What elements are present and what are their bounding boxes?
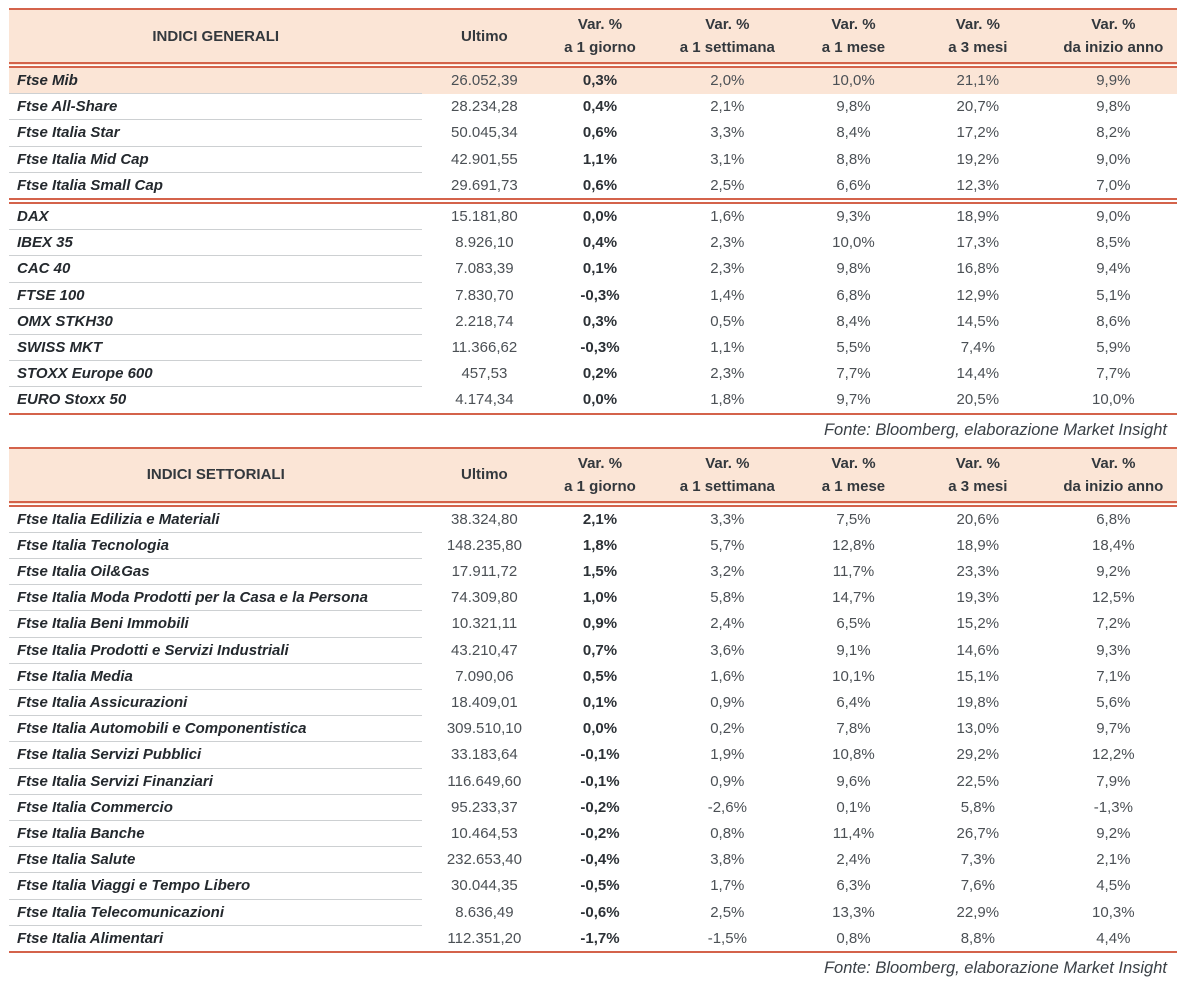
ultimo-value: 309.510,10 — [446, 720, 522, 738]
table-row — [9, 873, 1177, 899]
var-3-mesi-value: 19,3% — [956, 589, 1000, 607]
var-pct-label: Var. % — [705, 16, 750, 33]
var-1-settimana-value: 2,3% — [710, 365, 745, 383]
var-1-settimana-value: 2,5% — [710, 176, 745, 194]
table-row — [9, 94, 1177, 120]
var-1-mese-value: 0,1% — [836, 798, 871, 816]
var-1-settimana-value: 2,1% — [710, 98, 745, 116]
var-1-mese-value: 7,7% — [836, 365, 871, 383]
var-1-settimana-value: 3,2% — [710, 563, 745, 581]
table-row — [9, 256, 1177, 282]
col-header-var-1-settimana — [654, 9, 801, 65]
col-header-var-3-mesi — [906, 9, 1050, 65]
var-3-mesi-value: 14,6% — [956, 641, 1000, 659]
index-name: Ftse Italia Moda Prodotti per la Casa e la Persona — [9, 585, 422, 611]
general-indices-table — [9, 8, 1177, 415]
var-inizio-anno-value: 8,5% — [1096, 234, 1131, 252]
var-1-settimana-value: 3,6% — [710, 641, 745, 659]
col-header-var-1-giorno — [546, 9, 653, 65]
italian-indices-group — [9, 65, 1177, 201]
ultimo-value: 10.464,53 — [451, 825, 518, 843]
index-name: Ftse Italia Commercio — [9, 794, 422, 820]
index-name: Ftse Italia Star — [9, 120, 422, 146]
var-1-giorno-value: 0,4% — [582, 234, 618, 252]
table-row — [9, 821, 1177, 847]
var-1-mese-value: 11,7% — [832, 563, 875, 581]
var-inizio-anno-value: 5,9% — [1096, 339, 1131, 357]
ultimo-value: 33.183,64 — [451, 746, 518, 764]
index-name: OMX STKH30 — [9, 308, 422, 334]
var-1-giorno-value: -0,4% — [580, 851, 620, 869]
index-name: Ftse Italia Alimentari — [17, 929, 164, 947]
var-1-giorno-value: 0,4% — [582, 98, 618, 116]
var-1-giorno-value: -0,5% — [580, 877, 620, 895]
ultimo-value: 116.649,60 — [447, 772, 522, 790]
period-label: da inizio anno — [1063, 477, 1164, 495]
var-1-settimana-value: 3,8% — [710, 851, 745, 869]
var-inizio-anno-value: 4,4% — [1096, 929, 1131, 947]
var-inizio-anno-value: 4,5% — [1096, 877, 1131, 895]
var-inizio-anno-value: 9,7% — [1096, 720, 1131, 738]
var-1-settimana-value: 1,6% — [710, 667, 745, 685]
var-1-settimana-value: 0,9% — [710, 694, 745, 712]
table-row — [9, 387, 1177, 414]
var-1-giorno-value: 0,3% — [582, 312, 618, 330]
var-1-mese-value: 9,6% — [836, 772, 871, 790]
col-header-var-1-mese — [801, 9, 906, 65]
general-indices-section — [9, 8, 1177, 447]
index-name: Ftse Italia Servizi Pubblici — [9, 742, 422, 768]
ultimo-value: 38.324,80 — [451, 510, 518, 528]
ultimo-value: 10.321,11 — [451, 615, 518, 633]
var-1-settimana-value: 0,2% — [710, 720, 745, 738]
var-3-mesi-value: 29,2% — [956, 746, 1000, 764]
ultimo-value: 17.911,72 — [451, 563, 518, 581]
header-row — [9, 9, 1177, 65]
table-row — [9, 899, 1177, 925]
var-3-mesi-value: 12,3% — [956, 176, 1000, 194]
var-1-settimana-value: 1,4% — [710, 286, 745, 304]
period-label: da inizio anno — [1063, 39, 1164, 56]
index-name: Ftse Italia Automobili e Componentistica — [9, 716, 422, 742]
ultimo-value: 50.045,34 — [451, 124, 518, 142]
var-pct-label: Var. % — [705, 454, 750, 472]
table-row — [9, 335, 1177, 361]
period-label: a 1 settimana — [679, 477, 775, 495]
var-1-giorno-value: -0,3% — [580, 286, 620, 304]
var-inizio-anno-value: 9,0% — [1096, 208, 1131, 226]
var-1-mese-value: 9,8% — [836, 260, 871, 278]
var-3-mesi-value: 7,3% — [960, 851, 995, 869]
var-3-mesi-value: 13,0% — [956, 720, 1000, 738]
var-1-mese-value: 5,5% — [836, 339, 871, 357]
var-1-settimana-value: 5,8% — [710, 589, 745, 607]
var-pct-label: Var. % — [1091, 454, 1136, 472]
var-inizio-anno-value: 8,6% — [1096, 312, 1131, 330]
index-name: Ftse Mib — [9, 65, 422, 94]
col-header-ultimo: Ultimo — [461, 27, 508, 45]
col-header-var-inizio-anno — [1050, 9, 1177, 65]
ultimo-value: 74.309,80 — [451, 589, 518, 607]
index-name: STOXX Europe 600 — [9, 361, 422, 387]
var-inizio-anno-value: 12,2% — [1092, 746, 1135, 764]
var-1-settimana-value: 1,9% — [710, 746, 745, 764]
index-name: Ftse Italia Edilizia e Materiali — [9, 504, 422, 533]
var-1-giorno-value: -0,1% — [580, 746, 620, 764]
var-1-giorno-value: 0,3% — [546, 65, 653, 94]
ultimo-value: 28.234,28 — [451, 98, 518, 116]
ultimo-value: 11.366,62 — [451, 339, 518, 357]
index-name: Ftse Italia Salute — [9, 847, 422, 873]
table-row — [9, 201, 1177, 230]
table-row — [9, 690, 1177, 716]
var-pct-label: Var. % — [955, 16, 1000, 33]
var-1-mese-value: 8,8% — [836, 150, 871, 168]
source-note: Fonte: Bloomberg, elaborazione Market Insight — [823, 420, 1167, 439]
table-row — [9, 637, 1177, 663]
index-name: Ftse All-Share — [9, 94, 422, 120]
var-1-settimana-value: 0,8% — [710, 825, 745, 843]
var-pct-label: Var. % — [831, 16, 876, 33]
european-indices-group — [9, 201, 1177, 414]
var-1-mese-value: 10,0% — [832, 234, 875, 252]
var-3-mesi-value: 12,9% — [956, 286, 1000, 304]
var-1-mese-value: 6,4% — [836, 694, 871, 712]
table-row — [9, 663, 1177, 689]
var-3-mesi-value: 8,8% — [960, 929, 995, 947]
var-1-mese-value: 9,7% — [836, 391, 871, 409]
index-name: Ftse Italia Viaggi e Tempo Libero — [9, 873, 422, 899]
var-inizio-anno-value: 10,3% — [1092, 903, 1135, 921]
var-1-settimana-value: 3,3% — [710, 124, 745, 142]
var-1-settimana-value: 3,1% — [710, 150, 745, 168]
period-label: a 1 giorno — [564, 477, 636, 495]
var-3-mesi-value: 19,2% — [956, 150, 1000, 168]
var-inizio-anno-value: 9,9% — [1050, 65, 1177, 94]
table-row — [9, 585, 1177, 611]
table-row — [9, 742, 1177, 768]
col-header-ultimo: Ultimo — [461, 466, 508, 484]
var-inizio-anno-value: 9,2% — [1096, 825, 1131, 843]
var-3-mesi-value: 14,5% — [956, 312, 1000, 330]
col-header-var-3-mesi — [906, 448, 1050, 504]
var-1-giorno-value: 0,5% — [582, 667, 618, 685]
var-1-mese-value: 6,6% — [836, 176, 871, 194]
var-1-giorno-value: 1,1% — [582, 150, 618, 168]
var-1-giorno-value: -1,7% — [580, 929, 620, 947]
ultimo-value: 42.901,55 — [451, 150, 518, 168]
table-row — [9, 120, 1177, 146]
var-3-mesi-value: 18,9% — [956, 536, 1000, 554]
var-1-settimana-value: 2,3% — [710, 260, 745, 278]
var-1-settimana-value: 3,3% — [710, 510, 745, 528]
var-3-mesi-value: 5,8% — [960, 798, 995, 816]
var-1-settimana-value: 0,5% — [710, 312, 745, 330]
var-1-mese-value: 0,8% — [836, 929, 871, 947]
var-1-settimana-value: -2,6% — [707, 798, 747, 816]
ultimo-value: 7.090,06 — [455, 667, 514, 685]
sector-indices-section — [9, 447, 1177, 985]
var-1-mese-value: 8,4% — [836, 312, 871, 330]
ultimo-value: 95.233,37 — [451, 798, 518, 816]
ultimo-value: 2.218,74 — [455, 312, 514, 330]
var-inizio-anno-value: 12,5% — [1092, 589, 1135, 607]
var-inizio-anno-value: 6,8% — [1096, 510, 1131, 528]
var-inizio-anno-value: 9,0% — [1096, 150, 1131, 168]
var-1-giorno-value: -0,3% — [580, 339, 620, 357]
col-header-var-inizio-anno — [1050, 448, 1177, 504]
var-1-settimana-value: 1,1% — [710, 339, 745, 357]
period-label: a 1 mese — [821, 39, 886, 56]
index-name: Ftse Italia Prodotti e Servizi Industriali — [9, 637, 422, 663]
index-name: Ftse Italia Small Cap — [17, 176, 163, 194]
ultimo-value: 7.830,70 — [455, 286, 514, 304]
col-header-var-1-giorno — [546, 448, 653, 504]
var-inizio-anno-value: 8,2% — [1096, 124, 1131, 142]
index-name: IBEX 35 — [9, 230, 422, 256]
var-3-mesi-value: 17,3% — [956, 234, 1000, 252]
var-1-mese-value: 10,8% — [832, 746, 875, 764]
ultimo-value: 457,53 — [461, 365, 508, 383]
var-1-mese-value: 7,5% — [836, 510, 871, 528]
ultimo-value: 4.174,34 — [455, 391, 514, 409]
var-1-settimana-value: 5,7% — [710, 536, 745, 554]
period-label: a 1 mese — [821, 477, 886, 495]
index-name: Ftse Italia Mid Cap — [9, 146, 422, 172]
var-inizio-anno-value: 9,8% — [1096, 98, 1131, 116]
var-1-settimana-value: 1,6% — [710, 208, 745, 226]
table-row — [9, 925, 1177, 952]
var-1-mese-value: 11,4% — [832, 825, 875, 843]
index-name: CAC 40 — [9, 256, 422, 282]
var-3-mesi-value: 19,8% — [956, 694, 1000, 712]
table-row — [9, 230, 1177, 256]
header-row — [9, 448, 1177, 504]
index-name: Ftse Italia Banche — [9, 821, 422, 847]
table-row — [9, 282, 1177, 308]
table-row — [9, 794, 1177, 820]
var-1-mese-value: 10,0% — [801, 65, 906, 94]
var-1-giorno-value: -0,6% — [580, 903, 620, 921]
var-1-giorno-value: 0,0% — [582, 208, 618, 226]
var-3-mesi-value: 7,4% — [960, 339, 995, 357]
var-inizio-anno-value: 10,0% — [1092, 391, 1135, 409]
index-name: Ftse Italia Media — [9, 663, 422, 689]
var-1-mese-value: 6,8% — [836, 286, 871, 304]
var-1-giorno-value: 1,5% — [582, 563, 618, 581]
var-pct-label: Var. % — [831, 454, 876, 472]
var-1-giorno-value: 0,6% — [582, 176, 618, 194]
table-row — [9, 716, 1177, 742]
var-3-mesi-value: 20,6% — [956, 510, 1000, 528]
ultimo-value: 43.210,47 — [451, 641, 518, 659]
ultimo-value: 7.083,39 — [455, 260, 514, 278]
var-1-giorno-value: 0,2% — [582, 365, 618, 383]
table-row — [9, 847, 1177, 873]
var-1-giorno-value: 0,1% — [582, 694, 618, 712]
var-1-mese-value: 7,8% — [836, 720, 871, 738]
period-label: a 3 mesi — [948, 39, 1008, 56]
index-name: Ftse Italia Telecomunicazioni — [9, 899, 422, 925]
ultimo-value: 18.409,01 — [451, 694, 518, 712]
table-row — [9, 559, 1177, 585]
var-1-giorno-value: -0,1% — [580, 772, 620, 790]
var-inizio-anno-value: 7,9% — [1096, 772, 1131, 790]
var-3-mesi-value: 15,1% — [956, 667, 1000, 685]
var-pct-label: Var. % — [1091, 16, 1136, 33]
var-3-mesi-value: 26,7% — [956, 825, 1000, 843]
var-1-settimana-value: 2,0% — [654, 65, 801, 94]
var-3-mesi-value: 20,7% — [956, 98, 1000, 116]
var-1-settimana-value: 2,5% — [710, 903, 745, 921]
table-row — [9, 65, 1177, 94]
var-1-mese-value: 9,8% — [836, 98, 871, 116]
var-1-mese-value: 6,5% — [836, 615, 871, 633]
ultimo-value: 29.691,73 — [451, 176, 518, 194]
var-1-giorno-value: 0,0% — [582, 391, 618, 409]
var-inizio-anno-value: 9,4% — [1096, 260, 1131, 278]
index-name: Ftse Italia Beni Immobili — [9, 611, 422, 637]
var-inizio-anno-value: 9,2% — [1096, 563, 1131, 581]
table-row — [9, 172, 1177, 201]
var-1-settimana-value: 1,8% — [710, 391, 745, 409]
ultimo-value: 8.926,10 — [455, 234, 514, 252]
table-row — [9, 532, 1177, 558]
var-3-mesi-value: 18,9% — [956, 208, 1000, 226]
sector-indices-group — [9, 504, 1177, 952]
table-row — [9, 308, 1177, 334]
var-1-mese-value: 2,4% — [836, 851, 871, 869]
var-inizio-anno-value: 7,7% — [1096, 365, 1131, 383]
var-3-mesi-value: 22,9% — [956, 903, 1000, 921]
index-name: Ftse Italia Servizi Finanziari — [9, 768, 422, 794]
var-1-giorno-value: -0,2% — [580, 798, 620, 816]
index-name: SWISS MKT — [9, 335, 422, 361]
index-name: Ftse Italia Assicurazioni — [9, 690, 422, 716]
col-header-var-1-mese — [801, 448, 906, 504]
var-pct-label: Var. % — [577, 454, 623, 472]
ultimo-value: 8.636,49 — [455, 903, 514, 921]
ultimo-value: 15.181,80 — [451, 208, 518, 226]
var-3-mesi-value: 7,6% — [960, 877, 995, 895]
var-1-giorno-value: -0,2% — [580, 825, 620, 843]
var-inizio-anno-value: -1,3% — [1093, 798, 1133, 816]
var-1-settimana-value: -1,5% — [707, 929, 747, 947]
var-1-mese-value: 12,8% — [832, 536, 875, 554]
index-name: Ftse Italia Tecnologia — [9, 532, 422, 558]
var-inizio-anno-value: 5,6% — [1096, 694, 1131, 712]
table-row — [9, 768, 1177, 794]
index-name: EURO Stoxx 50 — [17, 391, 127, 409]
var-3-mesi-value: 17,2% — [956, 124, 1000, 142]
period-label: a 3 mesi — [948, 477, 1008, 495]
var-1-giorno-value: 0,1% — [582, 260, 618, 278]
source-note: Fonte: Bloomberg, elaborazione Market Insight — [823, 959, 1167, 978]
var-1-giorno-value: 0,0% — [582, 720, 618, 738]
var-1-giorno-value: 0,7% — [582, 641, 618, 659]
ultimo-value: 26.052,39 — [422, 65, 546, 94]
var-3-mesi-value: 23,3% — [956, 563, 1000, 581]
index-name: FTSE 100 — [9, 282, 422, 308]
var-inizio-anno-value: 5,1% — [1096, 286, 1131, 304]
var-1-mese-value: 13,3% — [832, 903, 875, 921]
var-1-mese-value: 9,3% — [836, 208, 871, 226]
var-inizio-anno-value: 7,2% — [1096, 615, 1131, 633]
period-label: a 1 giorno — [564, 39, 636, 56]
ultimo-value: 148.235,80 — [446, 536, 522, 554]
var-inizio-anno-value: 7,0% — [1096, 176, 1131, 194]
period-label: a 1 settimana — [679, 39, 775, 56]
var-inizio-anno-value: 7,1% — [1096, 667, 1131, 685]
var-inizio-anno-value: 2,1% — [1096, 851, 1131, 869]
var-3-mesi-value: 21,1% — [906, 65, 1050, 94]
index-name: DAX — [9, 201, 422, 230]
var-1-giorno-value: 2,1% — [582, 510, 618, 528]
table-row — [9, 504, 1177, 533]
var-3-mesi-value: 15,2% — [956, 615, 1000, 633]
var-1-settimana-value: 0,9% — [710, 772, 745, 790]
table-row — [9, 146, 1177, 172]
table-row — [9, 361, 1177, 387]
ultimo-value: 30.044,35 — [451, 877, 518, 895]
var-1-giorno-value: 0,6% — [582, 124, 618, 142]
var-pct-label: Var. % — [577, 16, 623, 33]
ultimo-value: 232.653,40 — [446, 851, 522, 869]
var-1-giorno-value: 1,0% — [582, 589, 618, 607]
var-1-settimana-value: 1,7% — [710, 877, 745, 895]
var-3-mesi-value: 20,5% — [956, 391, 1000, 409]
col-header-var-1-settimana — [654, 448, 801, 504]
var-inizio-anno-value: 9,3% — [1096, 641, 1131, 659]
var-pct-label: Var. % — [955, 454, 1000, 472]
var-1-settimana-value: 2,3% — [710, 234, 745, 252]
var-1-mese-value: 9,1% — [836, 641, 871, 659]
var-1-mese-value: 10,1% — [832, 667, 875, 685]
var-1-mese-value: 8,4% — [836, 124, 871, 142]
table-title: INDICI GENERALI — [152, 27, 280, 45]
var-inizio-anno-value: 18,4% — [1092, 536, 1135, 554]
ultimo-value: 112.351,20 — [447, 929, 522, 947]
var-1-mese-value: 14,7% — [832, 589, 875, 607]
var-3-mesi-value: 22,5% — [956, 772, 1000, 790]
var-1-settimana-value: 2,4% — [710, 615, 745, 633]
table-row — [9, 611, 1177, 637]
sector-indices-table — [9, 447, 1177, 953]
var-1-mese-value: 6,3% — [836, 877, 871, 895]
table-title: INDICI SETTORIALI — [146, 466, 285, 484]
index-name: Ftse Italia Oil&Gas — [9, 559, 422, 585]
var-3-mesi-value: 16,8% — [956, 260, 1000, 278]
var-1-giorno-value: 0,9% — [582, 615, 618, 633]
var-3-mesi-value: 14,4% — [956, 365, 1000, 383]
var-1-giorno-value: 1,8% — [582, 536, 618, 554]
